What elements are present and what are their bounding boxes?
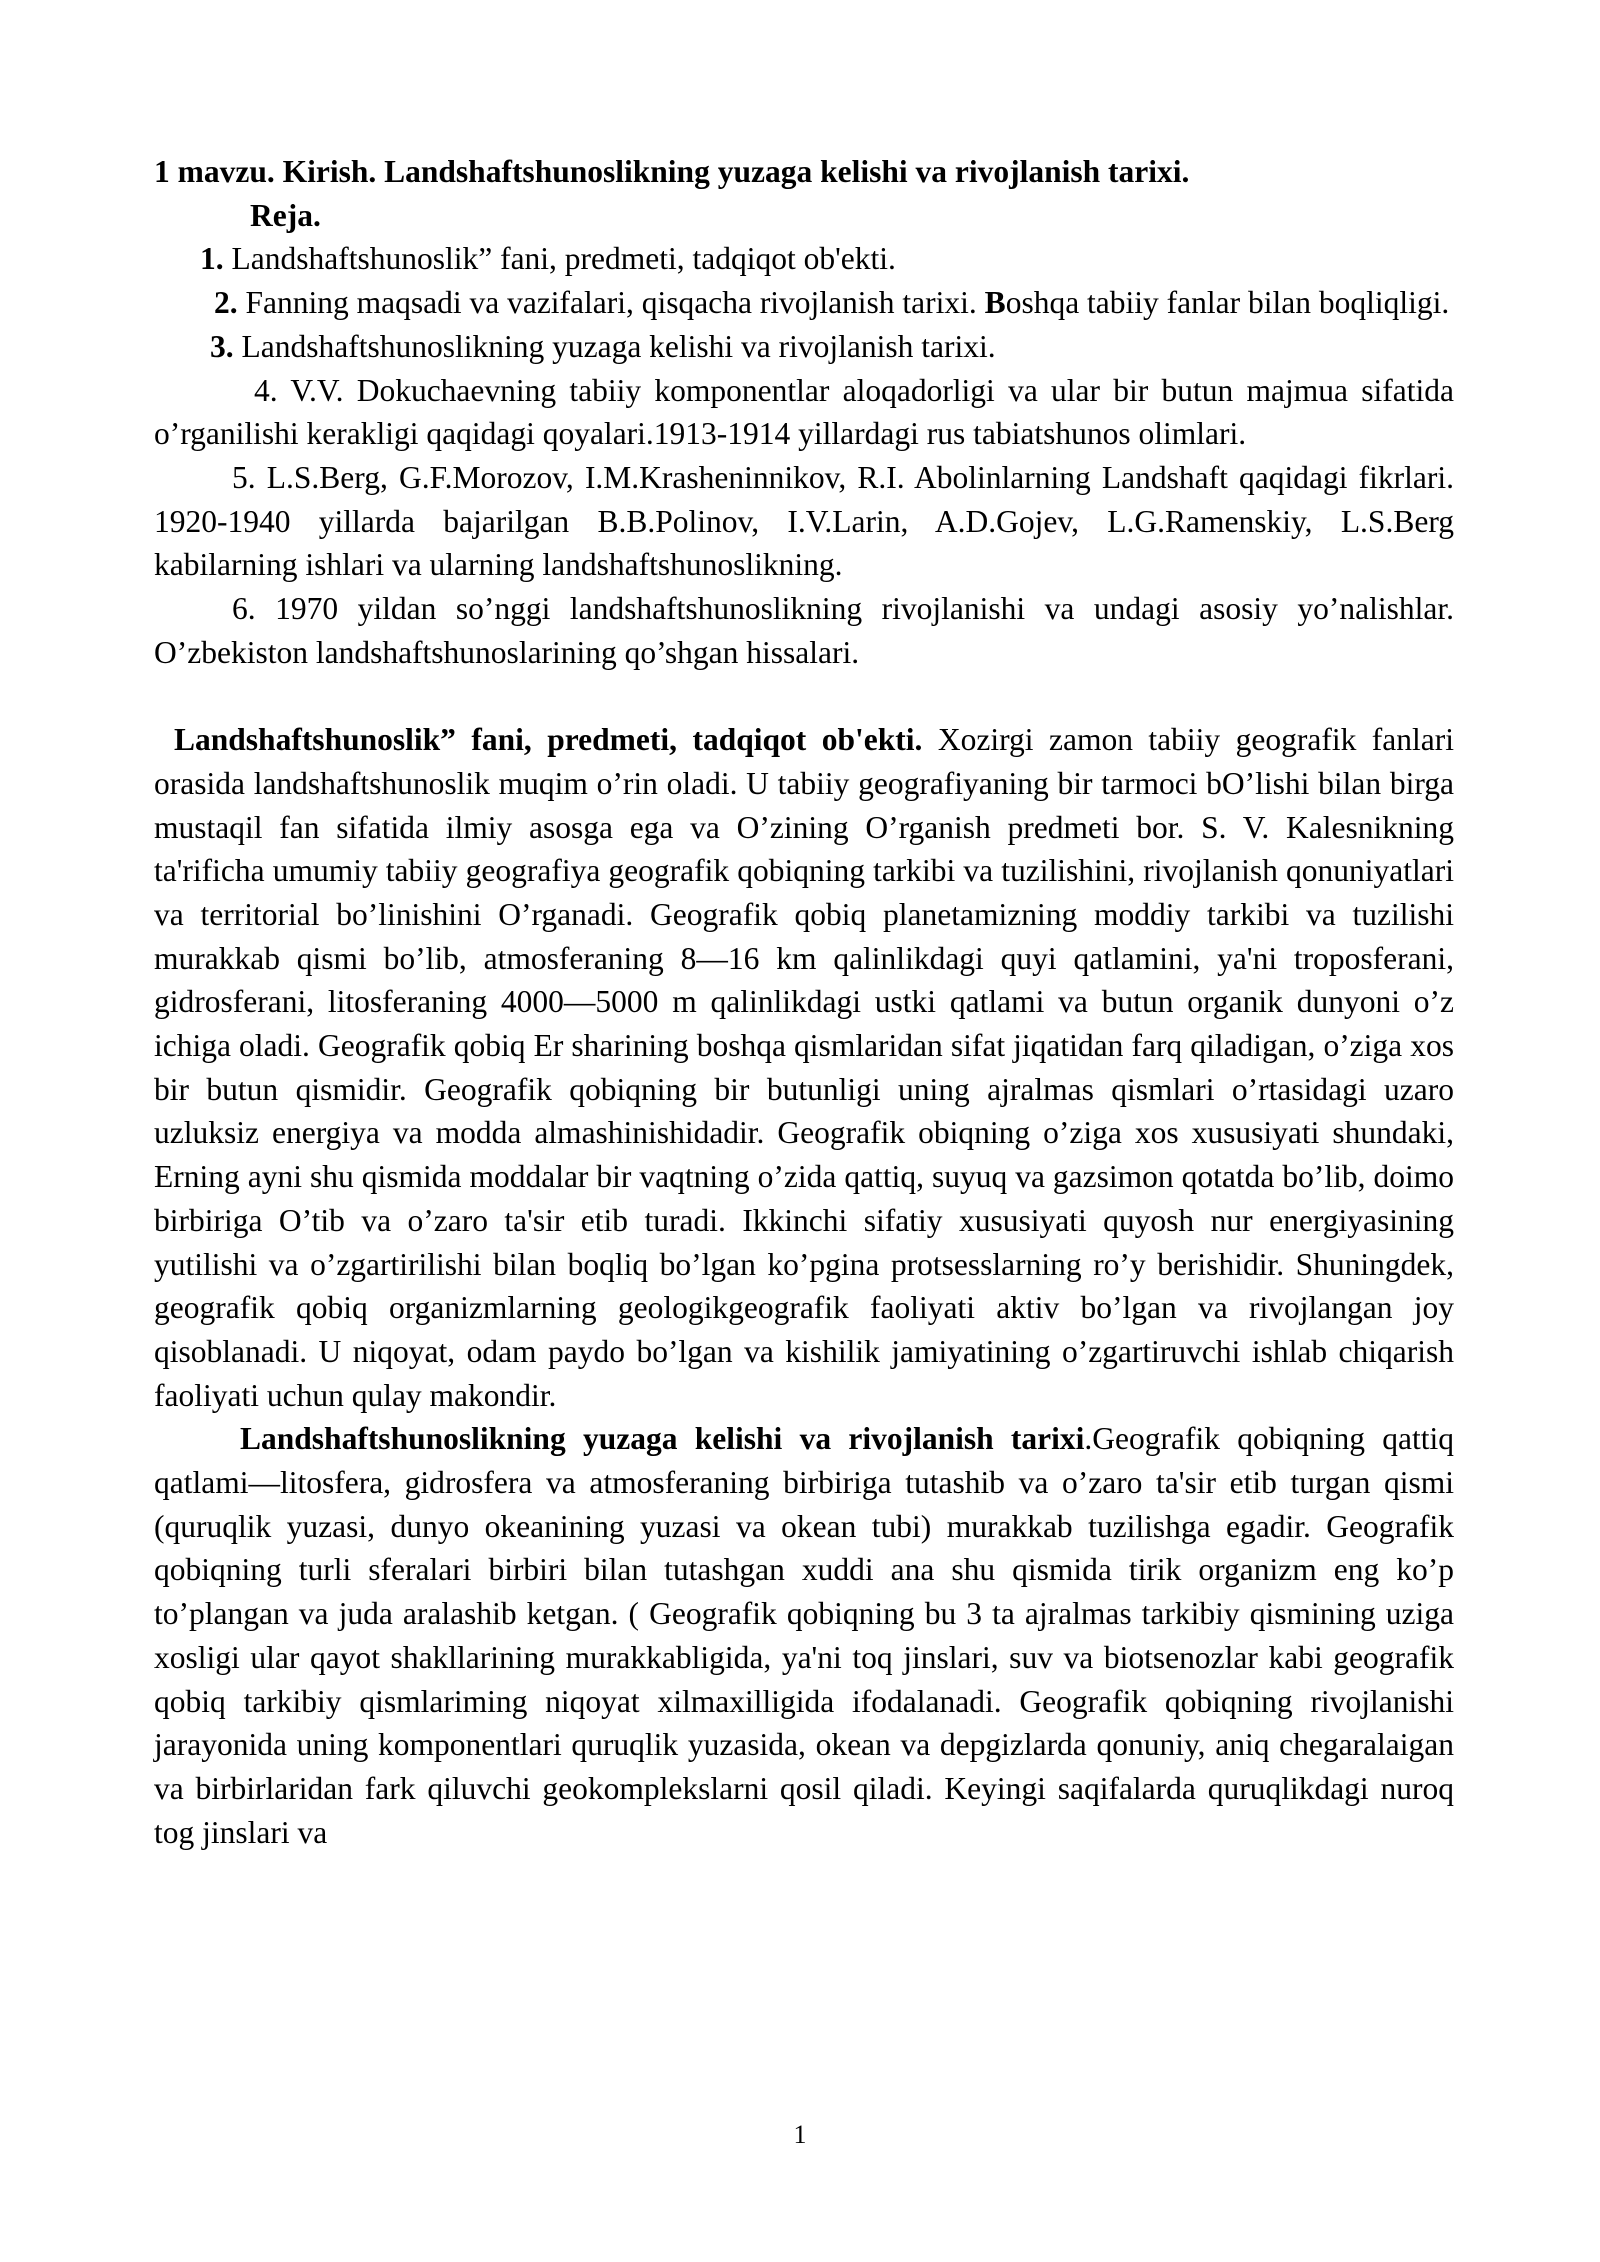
plan-item-text: Fanning maqsadi va vazifalari, qisqacha rivojlanish tarixi. — [237, 285, 985, 321]
plan-item-2 — [154, 281, 1454, 325]
plan-item-6: 6. 1970 yildan so’nggi landshaftshunoslikning rivojlanishi va undagi asosiy yo’nalishlar. O’zbekiston landshaftshunoslarining qo’shgan hissalari. — [154, 591, 1454, 670]
paragraph-spacer — [154, 674, 1454, 718]
plan-item-text: Landshaftshunoslikning yuzaga kelishi va rivojlanish tarixi. — [233, 328, 996, 364]
plan-item-1 — [154, 237, 1454, 281]
plan-item-number: 3. — [210, 328, 234, 364]
section-heading-1: Landshaftshunoslik” fani, predmeti, tadqiqot ob'ekti. — [174, 722, 923, 758]
topic-title: 1 mavzu. Kirish. Landshaftshunoslikning yuzaga kelishi va rivojlanish tarixi. — [154, 154, 1190, 189]
plan-item-5: 5. L.S.Berg, G.F.Morozov, I.M.Krasheninnikov, R.I. Abolinlarning Landshaft qaqidagi fikrlari. 1920-1940 yillarda bajarilgan B.B.Polinov, I.V.Larin, A.D.Gojev, L.G.Ramenskiy, L.S.Berg kabilarning ishlari va ularning landshaftshunoslikning. — [154, 459, 1454, 583]
section-paragraph-1 — [154, 718, 1454, 1417]
plan-item-bold-letter: B — [984, 285, 1006, 321]
plan-item-number: 2. — [214, 285, 238, 321]
section-heading-2: Landshaftshunoslikning yuzaga kelishi va rivojlanish tarixi — [240, 1421, 1085, 1457]
section-body-1: Xozirgi zamon tabiiy geografik fanlari orasida landshaftshunoslik muqim o’rin oladi. U tabiiy geografiyaning bir tarmoci bO’lishi bilan birga mustaqil fan sifatida ilmiy asosga ega va O’zining O’rganish predmeti bor. S. V. Kalesnikning ta'rificha umumiy tabiiy geografiya geografik qobiqning tarkibi va tuzilishini, rivojlanish qonuniyatlari va territorial bo’linishini O’rganadi. Geografik qobiq planetamizning moddiy tarkibi va tuzilishi murakkab qismi bo’lib, atmosferaning 8—16 km qalinlikdagi quyi qatlamini, ya'ni troposferani, gidrosferani, litosferaning 4000—5000 m qalinlikdagi ustki qatlami va butun organik dunyoni o’z ichiga oladi. Geografik qobiq Er sharining boshqa qismlaridan sifat jiqatidan farq qiladigan, o’ziga xos bir butun qismidir. Geografik qobiqning bir butunligi uning ajralmas qismlari o’rtasidagi uzaro uzluksiz energiya va modda almashinishidadir. Geografik obiqning o’ziga xos xususiyati shundaki, Erning ayni shu qismida moddalar bir vaqtning o’zida qattiq, suyuq va gazsimon qotatda bo’lib, doimo birbiriga O’tib va o’zaro ta'sir etib turadi. Ikkinchi sifatiy xususiyati quyosh nur energiyasining yutilishi va o’zgartirilishi bilan boqliq bo’lgan ko’pgina protsesslarning ro’y berishidir. Shuningdek, geografik qobiq organizmlarning geologikgeografik faoliyati aktiv bo’lgan va rivojlangan joy qisoblanadi. U niqoyat, odam paydo bo’lgan va kishilik jamiyatining o’zgartiruvchi ishlab chiqarish faoliyati uchun qulay makondir. — [154, 722, 1454, 1413]
plan-item-4: 4. V.V. Dokuchaevning tabiiy komponentlar aloqadorligi va ular bir butun majmua sifatida o’rganilishi kerakligi qaqidagi qoyalari.1913-1914 yillardagi rus tabiatshunos olimlari. — [154, 372, 1454, 452]
plan-item-number: 1. — [200, 241, 224, 277]
document-page — [154, 150, 1454, 1854]
page-number: 1 — [793, 2120, 807, 2149]
section-body-2: .Geografik qobiqning qattiq qatlami—litosfera, gidrosfera va atmosferaning birbiriga tutashib va o’zaro ta'sir etib turgan qismi (quruqlik yuzasi, dunyo okeanining yuzasi va okean tubi) murakkab tuzilishga egadir. Geografik qobiqning turli sferalari birbiri bilan tutashgan xuddi ana shu qismida tirik organizm eng ko’p to’plangan va juda aralashib ketgan. ( Geografik qobiqning bu 3 ta ajralmas tarkibiy qismining uziga xosligi ular qayot shakllarining murakkabligida, ya'ni toq jinslari, suv va biotsenozlar kabi geografik qobiq tarkibiy qismlariming niqoyat xilmaxilligida ifodalanadi. Geografik qobiqning rivojlanishi jarayonida uning komponentlari quruqlik yuzasida, okean va depgizlarda qonuniy, aniq chegaralaigan va birbirlaridan fark qiluvchi geokomplekslarni qosil qiladi. Keyingi saqifalarda quruqlikdagi nuroq tog jinslari va — [154, 1421, 1454, 1850]
plan-heading: Reja. — [250, 197, 321, 233]
plan-item-3 — [154, 325, 1454, 369]
plan-item-text-continued: oshqa tabiiy fanlar bilan boqliqligi. — [1005, 285, 1450, 321]
plan-item-text: Landshaftshunoslik” fani, predmeti, tadqiqot ob'ekti. — [223, 241, 896, 277]
section-paragraph-2 — [154, 1417, 1454, 1854]
